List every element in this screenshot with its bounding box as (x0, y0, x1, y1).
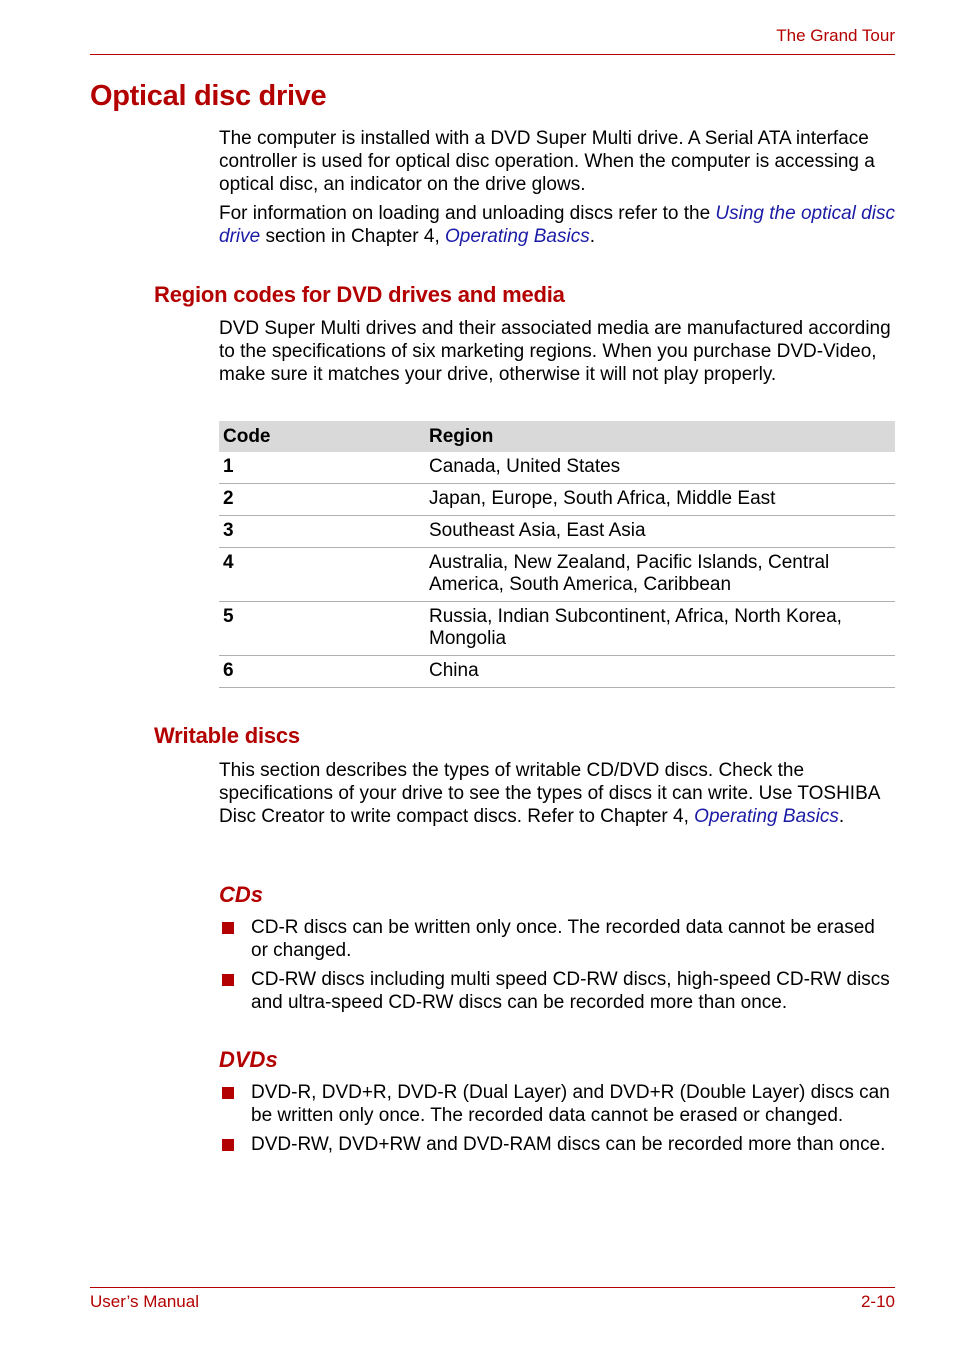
info-text-prefix: For information on loading and unloading discs refer to the (219, 203, 716, 224)
region-codes-heading: Region codes for DVD drives and media (154, 282, 565, 307)
bullet-square-icon (222, 1139, 234, 1151)
code-cell: 1 (219, 452, 425, 484)
region-codes-table (219, 421, 895, 688)
bullet-square-icon (222, 1087, 234, 1099)
region-cell: Canada, United States (425, 452, 895, 484)
column-header-region: Region (425, 421, 895, 452)
footer-manual-title: User’s Manual (90, 1292, 199, 1311)
list-item (219, 968, 895, 1014)
page-number: 2-10 (860, 1292, 895, 1311)
region-cell: Australia, New Zealand, Pacific Islands, Central America, South America, Caribbean (425, 548, 895, 602)
column-header-code: Code (219, 421, 425, 452)
running-header: The Grand Tour (776, 26, 895, 45)
table-row (219, 548, 895, 602)
list-item-text: CD-RW discs including multi speed CD-RW discs, high-speed CD-RW discs and ultra-speed CD-RW discs can be recorded more than once. (251, 969, 890, 1013)
code-cell: 2 (219, 484, 425, 516)
link-operating-basics-2[interactable]: Operating Basics (694, 806, 839, 827)
list-item-text: CD-R discs can be written only once. The recorded data cannot be erased or changed. (251, 917, 875, 961)
header-rule (90, 54, 895, 55)
table-row (219, 452, 895, 484)
cds-list (219, 916, 895, 1020)
footer-rule (90, 1287, 895, 1288)
table-row (219, 516, 895, 548)
bullet-square-icon (222, 922, 234, 934)
region-paragraph: DVD Super Multi drives and their associated media are manufactured according to the specifications of six marketing regions. When you purchase DVD-Video, make sure it matches your drive, otherwise it will not play properly. (219, 318, 891, 385)
code-cell: 6 (219, 656, 425, 688)
list-item-text: DVD-R, DVD+R, DVD-R (Dual Layer) and DVD+R (Double Layer) discs can be written only once. The recorded data cannot be erased or changed. (251, 1082, 890, 1126)
table-row (219, 484, 895, 516)
region-cell: China (425, 656, 895, 688)
writable-discs-heading: Writable discs (154, 723, 300, 748)
intro-paragraph: The computer is installed with a DVD Super Multi drive. A Serial ATA interface controller is used for optical disc operation. When the computer is accessing a optical disc, an indicator on the drive glows. (219, 128, 875, 195)
list-item-text: DVD-RW, DVD+RW and DVD-RAM discs can be recorded more than once. (251, 1134, 886, 1155)
dvds-heading: DVDs (219, 1047, 278, 1072)
link-using-optical-disc-drive[interactable]: Using the optical disc drive (219, 203, 895, 247)
writable-text-suffix: . (838, 806, 845, 827)
table-row (219, 602, 895, 656)
info-text-suffix: . (589, 226, 595, 247)
info-text-middle: section in Chapter 4, (260, 226, 446, 247)
region-cell: Japan, Europe, South Africa, Middle East (425, 484, 895, 516)
info-paragraph (219, 202, 895, 248)
cds-heading: CDs (219, 882, 264, 907)
region-cell: Southeast Asia, East Asia (425, 516, 895, 548)
list-item (219, 1081, 895, 1127)
code-cell: 4 (219, 548, 425, 602)
code-cell: 3 (219, 516, 425, 548)
table-header-row (219, 421, 895, 452)
code-cell: 5 (219, 602, 425, 656)
link-operating-basics[interactable]: Operating Basics (445, 226, 590, 247)
list-item (219, 916, 895, 962)
list-item (219, 1133, 895, 1156)
writable-paragraph (219, 759, 895, 828)
bullet-square-icon (222, 974, 234, 986)
writable-text: This section describes the types of writable CD/DVD discs. Check the specifications of your drive to see the types of discs it can write. Use TOSHIBA Disc Creator to write compact discs. Refer to Chapter 4, (219, 760, 880, 827)
region-cell: Russia, Indian Subcontinent, Africa, North Korea, Mongolia (425, 602, 895, 656)
table-row (219, 656, 895, 688)
dvds-list (219, 1081, 895, 1162)
page-title: Optical disc drive (90, 80, 327, 112)
